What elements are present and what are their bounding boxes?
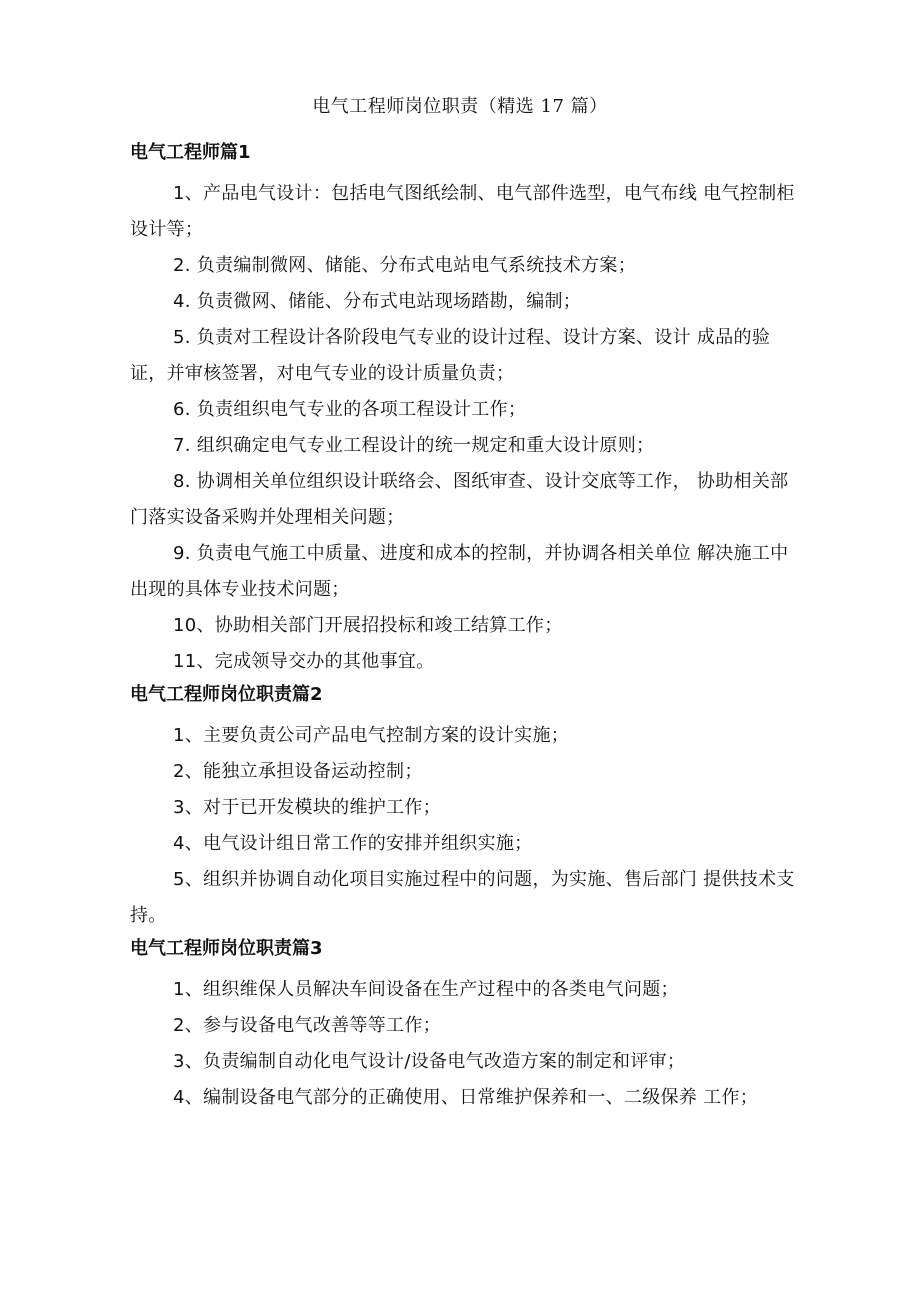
list-item: 6. 负责组织电气专业的各项工程设计工作； xyxy=(173,399,527,420)
section-heading: 电气工程师岗位职责篇2 xyxy=(130,684,323,705)
list-item: 7. 组织确定电气专业工程设计的统一规定和重大设计原则； xyxy=(173,435,655,456)
list-item: 4、电气设计组日常工作的安排并组织实施； xyxy=(173,833,533,854)
document-title: 电气工程师岗位职责（精选 17 篇） xyxy=(312,96,608,117)
list-item: 5. 负责对工程设计各阶段电气专业的设计过程、设计方案、设计 成品的验证，并审核签署，对电气专业的设计质量负责； xyxy=(130,327,771,384)
list-item: 10、协助相关部门开展招投标和竣工结算工作； xyxy=(173,615,563,636)
list-item: 2、参与设备电气改善等等工作； xyxy=(173,1015,441,1036)
list-item: 1、产品电气设计：包括电气图纸绘制、电气部件选型，电气布线 电气控制柜设计等； xyxy=(130,183,795,240)
list-item: 3、对于已开发模块的维护工作； xyxy=(173,797,441,818)
list-item: 1、组织维保人员解决车间设备在生产过程中的各类电气问题； xyxy=(173,979,679,1000)
list-item: 5、组织并协调自动化项目实施过程中的问题，为实施、售后部门 提供技术支持。 xyxy=(130,869,795,926)
list-item: 4. 负责微网、储能、分布式电站现场踏勘，编制； xyxy=(173,291,582,312)
list-item: 9. 负责电气施工中质量、进度和成本的控制，并协调各相关单位 解决施工中出现的具体专业技术问题； xyxy=(130,543,789,600)
list-item: 2、能独立承担设备运动控制； xyxy=(173,761,423,782)
list-item: 4、编制设备电气部分的正确使用、日常维护保养和一、二级保养 工作； xyxy=(173,1087,759,1108)
section-heading: 电气工程师篇1 xyxy=(130,142,251,163)
section-heading: 电气工程师岗位职责篇3 xyxy=(130,938,323,959)
list-item: 11、完成领导交办的其他事宜。 xyxy=(173,651,435,672)
list-item: 3、负责编制自动化电气设计/设备电气改造方案的制定和评审； xyxy=(173,1051,686,1072)
list-item: 1、主要负责公司产品电气控制方案的设计实施； xyxy=(173,725,570,746)
list-item: 2. 负责编制微网、储能、分布式电站电气系统技术方案； xyxy=(173,255,636,276)
document-body xyxy=(130,140,795,1116)
list-item: 8. 协调相关单位组织设计联络会、图纸审查、设计交底等工作， 协助相关部门落实设备采购并处理相关问题； xyxy=(130,471,789,528)
